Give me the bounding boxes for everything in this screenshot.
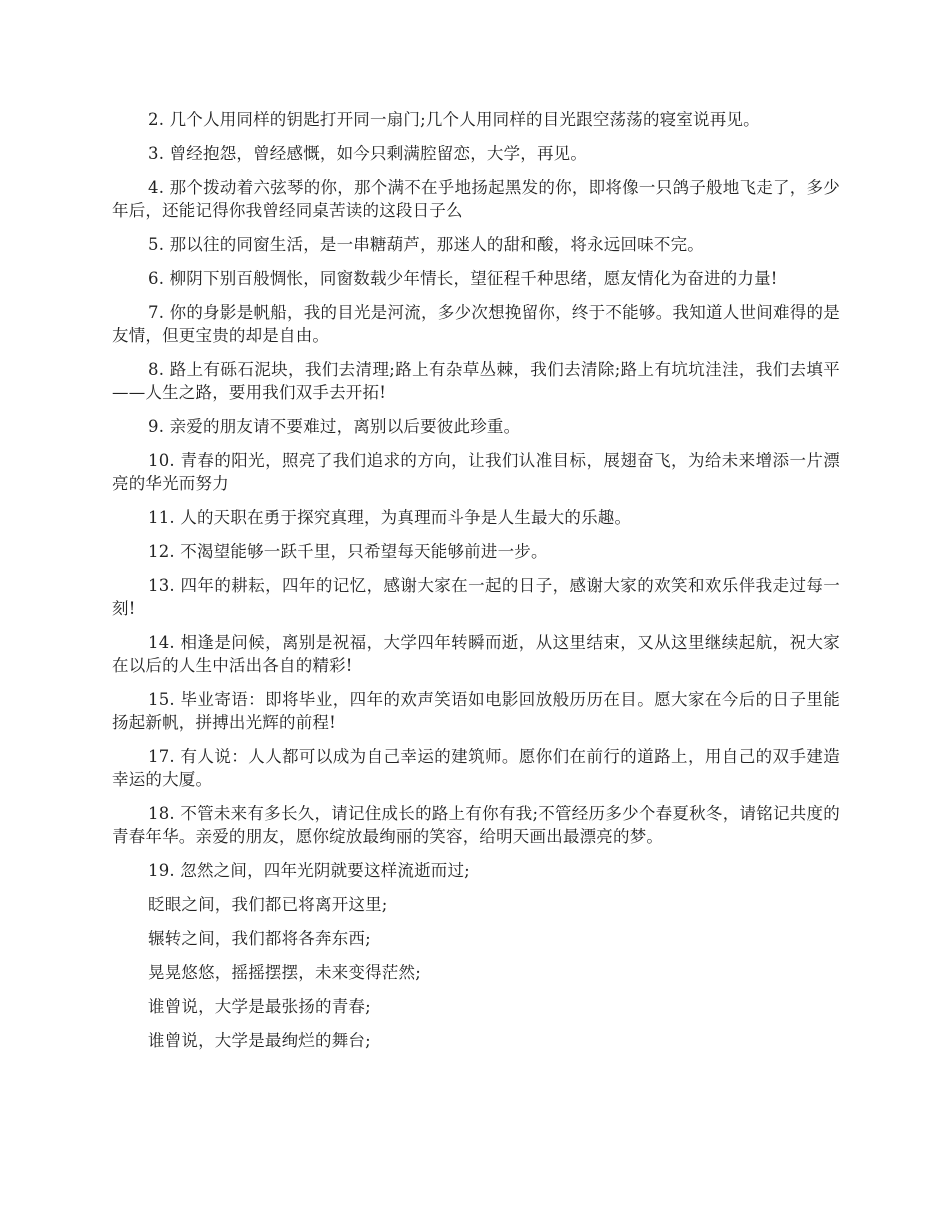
paragraph: 4. 那个拨动着六弦琴的你，那个满不在乎地扬起黑发的你，即将像一只鸽子般地飞走了，多少年后，还能记得你我曾经同桌苦读的这段日子么 xyxy=(112,178,840,220)
paragraph: 谁曾说，大学是最绚烂的舞台; xyxy=(148,1031,371,1050)
paragraph: 2. 几个人用同样的钥匙打开同一扇门;几个人用同样的目光跟空荡荡的寝室说再见。 xyxy=(148,110,760,129)
paragraph: 19. 忽然之间，四年光阴就要这样流逝而过; xyxy=(148,861,470,880)
paragraph: 13. 四年的耕耘，四年的记忆，感谢大家在一起的日子，感谢大家的欢笑和欢乐伴我走过每一刻! xyxy=(112,576,840,618)
paragraph: 辗转之间，我们都将各奔东西; xyxy=(148,929,371,948)
paragraph: 8. 路上有砾石泥块，我们去清理;路上有杂草丛棘，我们去清除;路上有坑坑洼洼，我们去填平——人生之路，要用我们双手去开拓! xyxy=(112,360,840,402)
paragraph: 7. 你的身影是帆船，我的目光是河流，多少次想挽留你，终于不能够。我知道人世间难得的是友情，但更宝贵的却是自由。 xyxy=(112,303,840,345)
paragraph: 18. 不管未来有多长久，请记住成长的路上有你有我;不管经历多少个春夏秋冬，请铭记共度的青春年华。亲爱的朋友，愿你绽放最绚丽的笑容，给明天画出最漂亮的梦。 xyxy=(112,804,840,846)
paragraph: 谁曾说，大学是最张扬的青春; xyxy=(148,997,371,1016)
paragraph: 眨眼之间，我们都已将离开这里; xyxy=(148,895,388,914)
paragraph: 15. 毕业寄语：即将毕业，四年的欢声笑语如电影回放般历历在目。愿大家在今后的日子里能扬起新帆，拼搏出光辉的前程! xyxy=(112,690,840,732)
paragraph: 14. 相逢是问候，离别是祝福，大学四年转瞬而逝，从这里结束，又从这里继续起航，祝大家在以后的人生中活出各自的精彩! xyxy=(112,633,840,675)
paragraph: 5. 那以往的同窗生活，是一串糖葫芦，那迷人的甜和酸，将永远回味不完。 xyxy=(148,235,704,254)
paragraph: 3. 曾经抱怨，曾经感慨，如今只剩满腔留恋，大学，再见。 xyxy=(148,144,588,163)
paragraph: 6. 柳阴下别百般惆怅，同窗数载少年情长，望征程千种思绪，愿友情化为奋进的力量! xyxy=(148,269,778,288)
paragraph: 11. 人的天职在勇于探究真理，为真理而斗争是人生最大的乐趣。 xyxy=(148,508,632,527)
paragraph: 10. 青春的阳光，照亮了我们追求的方向，让我们认准目标，展翅奋飞，为给未来增添一片漂亮的华光而努力 xyxy=(112,451,840,493)
paragraph: 晃晃悠悠，摇摇摆摆，未来变得茫然; xyxy=(148,963,421,982)
paragraph: 12. 不渴望能够一跃千里，只希望每天能够前进一步。 xyxy=(148,542,548,561)
paragraph: 9. 亲爱的朋友请不要难过，离别以后要彼此珍重。 xyxy=(148,417,521,436)
paragraph: 17. 有人说：人人都可以成为自己幸运的建筑师。愿你们在前行的道路上，用自己的双手建造幸运的大厦。 xyxy=(112,747,840,789)
document-body xyxy=(112,108,840,1063)
